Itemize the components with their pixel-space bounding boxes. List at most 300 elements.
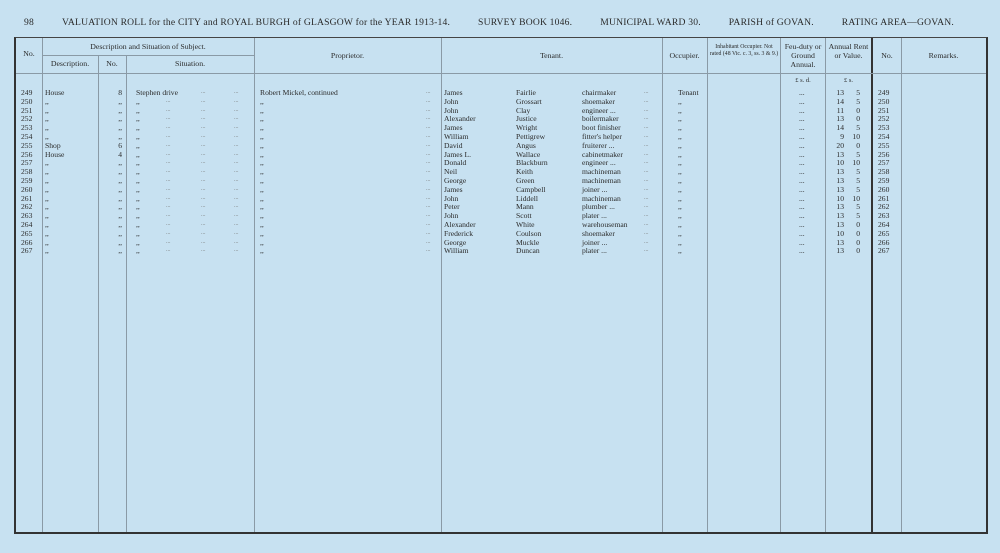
feu-duty: ...: [799, 220, 805, 229]
prop-leader: ...: [426, 203, 431, 210]
tenant-surname: Pettigrew: [516, 132, 546, 141]
sit-leader: ...: [234, 115, 239, 122]
sit-leader: ...: [166, 177, 171, 183]
description: ,,: [45, 158, 49, 168]
number: ,,: [118, 228, 122, 238]
row-number: 253: [21, 123, 33, 133]
number: ,,: [118, 158, 122, 168]
rent-pounds: 14: [836, 96, 844, 106]
feu-duty: ...: [799, 237, 805, 247]
rent-shillings: 5: [856, 184, 860, 194]
proprietor: ,,: [260, 114, 264, 124]
sit-leader: ...: [234, 168, 239, 175]
rent-shillings: 0: [856, 140, 860, 150]
tenant-surname: Wallace: [516, 149, 541, 159]
number: ,,: [118, 114, 122, 124]
occupier: ,,: [678, 114, 682, 124]
row-number: 258: [21, 167, 33, 177]
number: 6: [118, 140, 122, 150]
tenant-first-name: John: [444, 96, 459, 106]
occ-leader: ...: [644, 97, 649, 104]
rent-shillings: 0: [856, 237, 860, 247]
tenant-first-name: James: [444, 184, 463, 194]
row-number-right: 249: [878, 88, 890, 97]
feu-duty: ...: [799, 184, 805, 194]
sit-leader: ...: [201, 106, 206, 113]
col-inhabitant: Inhabitant Occupier. Not rated (48 Vic. c. 3, ss. 3 & 9.): [709, 44, 779, 57]
occupier: ,,: [678, 220, 682, 229]
proprietor: ,,: [260, 237, 264, 247]
occ-leader: ...: [644, 141, 649, 148]
row-number-right: 258: [878, 167, 890, 177]
row-number-right: 259: [878, 176, 890, 185]
prop-leader: ...: [426, 194, 431, 201]
tenant-first-name: Donald: [444, 158, 467, 168]
rent-pounds: 13: [836, 114, 844, 124]
proprietor: ,,: [260, 149, 264, 159]
situation: ,,: [136, 149, 140, 159]
sit-leader: ...: [234, 106, 239, 113]
occ-leader: ...: [644, 150, 649, 157]
occupier: ,,: [678, 158, 682, 168]
table-row: [16, 246, 986, 255]
prop-leader: ...: [426, 168, 431, 175]
proprietor: ,,: [260, 123, 264, 133]
occupation: plater ...: [582, 246, 607, 256]
col-remarks: Remarks.: [928, 51, 959, 60]
sit-leader: ...: [166, 203, 171, 210]
prop-leader: ...: [426, 212, 431, 219]
tenant-surname: Angus: [516, 140, 536, 150]
situation: ,,: [136, 202, 140, 212]
rent-pounds: 13: [836, 202, 844, 212]
row-number: 256: [21, 149, 33, 159]
prop-leader: ...: [426, 229, 431, 236]
occ-leader: ...: [644, 159, 649, 166]
valuation-table: [14, 37, 988, 534]
sit-leader: ...: [166, 133, 171, 139]
row-number: 255: [21, 140, 33, 150]
rent-shillings: 5: [856, 149, 860, 159]
proprietor: Robert Mickel, continued: [260, 88, 338, 97]
table-row: [16, 97, 986, 106]
occupier: ,,: [678, 193, 682, 203]
row-number-right: 260: [878, 184, 890, 194]
sit-leader: ...: [201, 185, 206, 192]
feu-duty: ...: [799, 96, 805, 106]
tenant-surname: Keith: [516, 167, 533, 177]
rent-shillings: 10: [852, 132, 860, 141]
number: ,,: [118, 105, 122, 115]
row-number-right: 255: [878, 140, 890, 150]
rent-pounds: 13: [836, 246, 844, 256]
divider: [16, 73, 986, 74]
col-tenant: Tenant.: [539, 51, 564, 60]
number: 4: [118, 149, 122, 159]
tenant-first-name: James: [444, 88, 463, 97]
rent-pounds: 10: [836, 193, 844, 203]
page-number: 98: [24, 17, 34, 28]
occupier: ,,: [678, 132, 682, 141]
table-row: [16, 141, 986, 150]
tenant-first-name: George: [444, 237, 467, 247]
sit-leader: ...: [201, 247, 206, 254]
sit-leader: ...: [234, 133, 239, 139]
sit-leader: ...: [201, 159, 206, 166]
row-number: 267: [21, 246, 33, 256]
rent-pounds: 13: [836, 184, 844, 194]
sit-leader: ...: [166, 194, 171, 201]
occupation: boot finisher: [582, 123, 621, 133]
row-number: 259: [21, 176, 33, 185]
feu-duty: ...: [799, 149, 805, 159]
tenant-surname: Wright: [516, 123, 538, 133]
occupation: machineman: [582, 167, 621, 177]
tenant-first-name: Neil: [444, 167, 458, 177]
tenant-surname: Blackburn: [516, 158, 548, 168]
row-number-right: 252: [878, 114, 890, 124]
occupier: ,,: [678, 105, 682, 115]
feu-duty: ...: [799, 123, 805, 133]
rent-shillings: 5: [856, 96, 860, 106]
situation: Stephen drive: [136, 88, 178, 97]
prop-leader: ...: [426, 159, 431, 166]
description: ,,: [45, 211, 49, 221]
row-number: 266: [21, 237, 33, 247]
proprietor: ,,: [260, 184, 264, 194]
proprietor: ,,: [260, 193, 264, 203]
row-number-right: 254: [878, 132, 890, 141]
sit-leader: ...: [201, 221, 206, 227]
occ-leader: ...: [644, 168, 649, 175]
sit-leader: ...: [201, 150, 206, 157]
table-row: [16, 176, 986, 185]
description: ,,: [45, 132, 49, 141]
col-description: Description.: [50, 59, 90, 68]
tenant-surname: Mann: [516, 202, 534, 212]
occ-leader: ...: [644, 133, 649, 139]
sit-leader: ...: [166, 141, 171, 148]
sit-leader: ...: [166, 212, 171, 219]
number: ,,: [118, 176, 122, 185]
proprietor: ,,: [260, 96, 264, 106]
proprietor: ,,: [260, 105, 264, 115]
rent-pounds: 14: [836, 123, 844, 133]
rent-shillings: 5: [856, 123, 860, 133]
table-row: [16, 211, 986, 220]
occupier: Tenant: [678, 88, 699, 97]
occupation: engineer ...: [582, 158, 616, 168]
proprietor: ,,: [260, 211, 264, 221]
tenant-surname: Fairlie: [516, 88, 536, 97]
occupier: ,,: [678, 167, 682, 177]
occ-leader: ...: [644, 89, 649, 95]
number: ,,: [118, 202, 122, 212]
occupation: joiner ...: [582, 237, 608, 247]
sit-leader: ...: [234, 159, 239, 166]
sit-leader: ...: [166, 97, 171, 104]
occupation: warehouseman: [582, 220, 628, 229]
situation: ,,: [136, 123, 140, 133]
feu-duty: ...: [799, 158, 805, 168]
row-number-right: 263: [878, 211, 890, 221]
number: ,,: [118, 211, 122, 221]
row-number: 257: [21, 158, 33, 168]
table-row: [16, 123, 986, 132]
proprietor: ,,: [260, 228, 264, 238]
sit-leader: ...: [201, 141, 206, 148]
row-number-right: 266: [878, 237, 890, 247]
row-number: 263: [21, 211, 33, 221]
row-number-right: 267: [878, 246, 890, 256]
sit-leader: ...: [234, 124, 239, 131]
rent-shillings: 5: [856, 167, 860, 177]
row-number: 251: [21, 105, 33, 115]
feu-duty: ...: [799, 211, 805, 221]
row-number: 261: [21, 193, 33, 203]
tenant-first-name: James L.: [444, 149, 471, 159]
situation: ,,: [136, 220, 140, 229]
row-number-right: 253: [878, 123, 890, 133]
rent-shillings: 10: [852, 193, 860, 203]
occupier: ,,: [678, 246, 682, 256]
occupier: ,,: [678, 96, 682, 106]
occupier: ,,: [678, 184, 682, 194]
occupier: ,,: [678, 228, 682, 238]
feu-duty: ...: [799, 228, 805, 238]
prop-leader: ...: [426, 221, 431, 227]
feu-duty: ...: [799, 132, 805, 141]
description: ,,: [45, 237, 49, 247]
proprietor: ,,: [260, 176, 264, 185]
rent-shillings: 0: [856, 105, 860, 115]
tenant-first-name: James: [444, 123, 463, 133]
occ-leader: ...: [644, 212, 649, 219]
table-row: [16, 238, 986, 247]
table-row: [16, 88, 986, 97]
feu-duty: ...: [799, 114, 805, 124]
row-number: 260: [21, 184, 33, 194]
rent-pounds: 10: [836, 228, 844, 238]
row-number: 265: [21, 228, 33, 238]
sit-leader: ...: [201, 194, 206, 201]
sit-leader: ...: [201, 168, 206, 175]
sit-leader: ...: [166, 115, 171, 122]
prop-leader: ...: [426, 177, 431, 183]
feu-duty: ...: [799, 202, 805, 212]
col-desc-group: Description and Situation of Subject.: [90, 42, 206, 51]
rent-pounds: 13: [836, 211, 844, 221]
sit-leader: ...: [166, 247, 171, 254]
situation: ,,: [136, 228, 140, 238]
rent-pounds: 13: [836, 167, 844, 177]
tenant-surname: Scott: [516, 211, 532, 221]
feu-duty: ...: [799, 167, 805, 177]
occ-leader: ...: [644, 106, 649, 113]
situation: ,,: [136, 132, 140, 141]
tenant-surname: Coulson: [516, 228, 542, 238]
description: House: [45, 88, 65, 97]
number: ,,: [118, 123, 122, 133]
tenant-surname: Campbell: [516, 184, 546, 194]
feu-duty: ...: [799, 246, 805, 256]
prop-leader: ...: [426, 89, 431, 95]
description: ,,: [45, 114, 49, 124]
description: House: [45, 149, 65, 159]
sit-leader: ...: [166, 150, 171, 157]
tenant-surname: Clay: [516, 105, 531, 115]
tenant-first-name: Peter: [444, 202, 460, 212]
rent-shillings: 0: [856, 228, 860, 238]
description: ,,: [45, 202, 49, 212]
occupation: cabinetmaker: [582, 149, 623, 159]
rent-pounds: 13: [836, 149, 844, 159]
roll-title: VALUATION ROLL for the CITY and ROYAL BURGH of GLASGOW for the YEAR 1913-14.: [61, 17, 451, 28]
tenant-first-name: David: [444, 140, 463, 150]
sit-leader: ...: [234, 194, 239, 201]
number: ,,: [118, 193, 122, 203]
rent-shillings: 0: [856, 114, 860, 124]
sit-leader: ...: [234, 177, 239, 183]
table-row: [16, 185, 986, 194]
rent-shillings: 5: [856, 211, 860, 221]
col-proprietor: Proprietor.: [330, 51, 365, 60]
proprietor: ,,: [260, 140, 264, 150]
sit-leader: ...: [201, 133, 206, 139]
survey-book: SURVEY BOOK 1046.: [478, 17, 573, 28]
situation: ,,: [136, 246, 140, 256]
row-number-right: 251: [878, 105, 890, 115]
sit-leader: ...: [234, 150, 239, 157]
sit-leader: ...: [166, 124, 171, 131]
sit-leader: ...: [201, 124, 206, 131]
occupier: ,,: [678, 123, 682, 133]
occ-leader: ...: [644, 221, 649, 227]
description: ,,: [45, 176, 49, 185]
tenant-surname: Duncan: [516, 246, 540, 256]
sit-leader: ...: [166, 168, 171, 175]
prop-leader: ...: [426, 115, 431, 122]
proprietor: ,,: [260, 158, 264, 168]
sit-leader: ...: [201, 203, 206, 210]
row-number: 264: [21, 220, 33, 229]
table-row: [16, 150, 986, 159]
sit-leader: ...: [166, 185, 171, 192]
occ-leader: ...: [644, 229, 649, 236]
number: ,,: [118, 132, 122, 141]
description: ,,: [45, 184, 49, 194]
col-feu: Feu-duty or Ground Annual.: [784, 42, 822, 69]
row-number: 250: [21, 96, 33, 106]
sit-leader: ...: [201, 229, 206, 236]
description: ,,: [45, 96, 49, 106]
tenant-first-name: Alexander: [444, 114, 476, 124]
col-number: No.: [106, 59, 118, 68]
prop-leader: ...: [426, 247, 431, 254]
rating-area: RATING AREA—GOVAN.: [841, 17, 954, 28]
occupation: shoemaker: [582, 96, 615, 106]
rent-pounds: 13: [836, 88, 844, 97]
table-row: [16, 194, 986, 203]
rent-units: £ s.: [843, 77, 854, 84]
situation: ,,: [136, 167, 140, 177]
situation: ,,: [136, 114, 140, 124]
occ-leader: ...: [644, 238, 649, 245]
rent-shillings: 0: [856, 220, 860, 229]
tenant-first-name: William: [444, 132, 469, 141]
rent-pounds: 9: [840, 132, 844, 141]
description: ,,: [45, 123, 49, 133]
occupation: chairmaker: [582, 88, 617, 97]
sit-leader: ...: [234, 89, 239, 95]
tenant-surname: Justice: [516, 114, 537, 124]
description: ,,: [45, 105, 49, 115]
occupation: fitter's helper: [582, 132, 622, 141]
table-row: [16, 229, 986, 238]
occupation: joiner ...: [582, 184, 608, 194]
sit-leader: ...: [201, 238, 206, 245]
sit-leader: ...: [201, 212, 206, 219]
table-row: [16, 106, 986, 115]
tenant-surname: Muckle: [516, 237, 540, 247]
tenant-surname: Grossart: [516, 96, 542, 106]
rent-shillings: 0: [856, 246, 860, 256]
prop-leader: ...: [426, 141, 431, 148]
row-number-right: 264: [878, 220, 890, 229]
number: 8: [118, 88, 122, 97]
proprietor: ,,: [260, 132, 264, 141]
description: ,,: [45, 220, 49, 229]
row-number-right: 257: [878, 158, 890, 168]
situation: ,,: [136, 158, 140, 168]
occ-leader: ...: [644, 203, 649, 210]
occupation: machineman: [582, 176, 621, 185]
occ-leader: ...: [644, 177, 649, 183]
rent-shillings: 5: [856, 176, 860, 185]
occupation: boilermaker: [582, 114, 619, 124]
occ-leader: ...: [644, 115, 649, 122]
row-number: 249: [21, 88, 33, 97]
feu-duty: ...: [799, 105, 805, 115]
situation: ,,: [136, 176, 140, 185]
table-row: [16, 114, 986, 123]
rent-shillings: 5: [856, 88, 860, 97]
number: ,,: [118, 220, 122, 229]
feu-duty: ...: [799, 193, 805, 203]
number: ,,: [118, 184, 122, 194]
occupation: engineer ...: [582, 105, 616, 115]
occupation: shoemaker: [582, 228, 615, 238]
rent-pounds: 11: [836, 105, 844, 115]
page-header: [24, 17, 954, 28]
col-no-2: No.: [881, 51, 893, 60]
table-row: [16, 167, 986, 176]
proprietor: ,,: [260, 167, 264, 177]
situation: ,,: [136, 96, 140, 106]
prop-leader: ...: [426, 124, 431, 131]
proprietor: ,,: [260, 202, 264, 212]
table-row: [16, 158, 986, 167]
row-number-right: 262: [878, 202, 890, 212]
ward: MUNICIPAL WARD 30.: [600, 17, 701, 28]
sit-leader: ...: [234, 238, 239, 245]
prop-leader: ...: [426, 238, 431, 245]
description: ,,: [45, 228, 49, 238]
row-number: 254: [21, 132, 33, 141]
tenant-first-name: John: [444, 105, 459, 115]
situation: ,,: [136, 105, 140, 115]
situation: ,,: [136, 140, 140, 150]
